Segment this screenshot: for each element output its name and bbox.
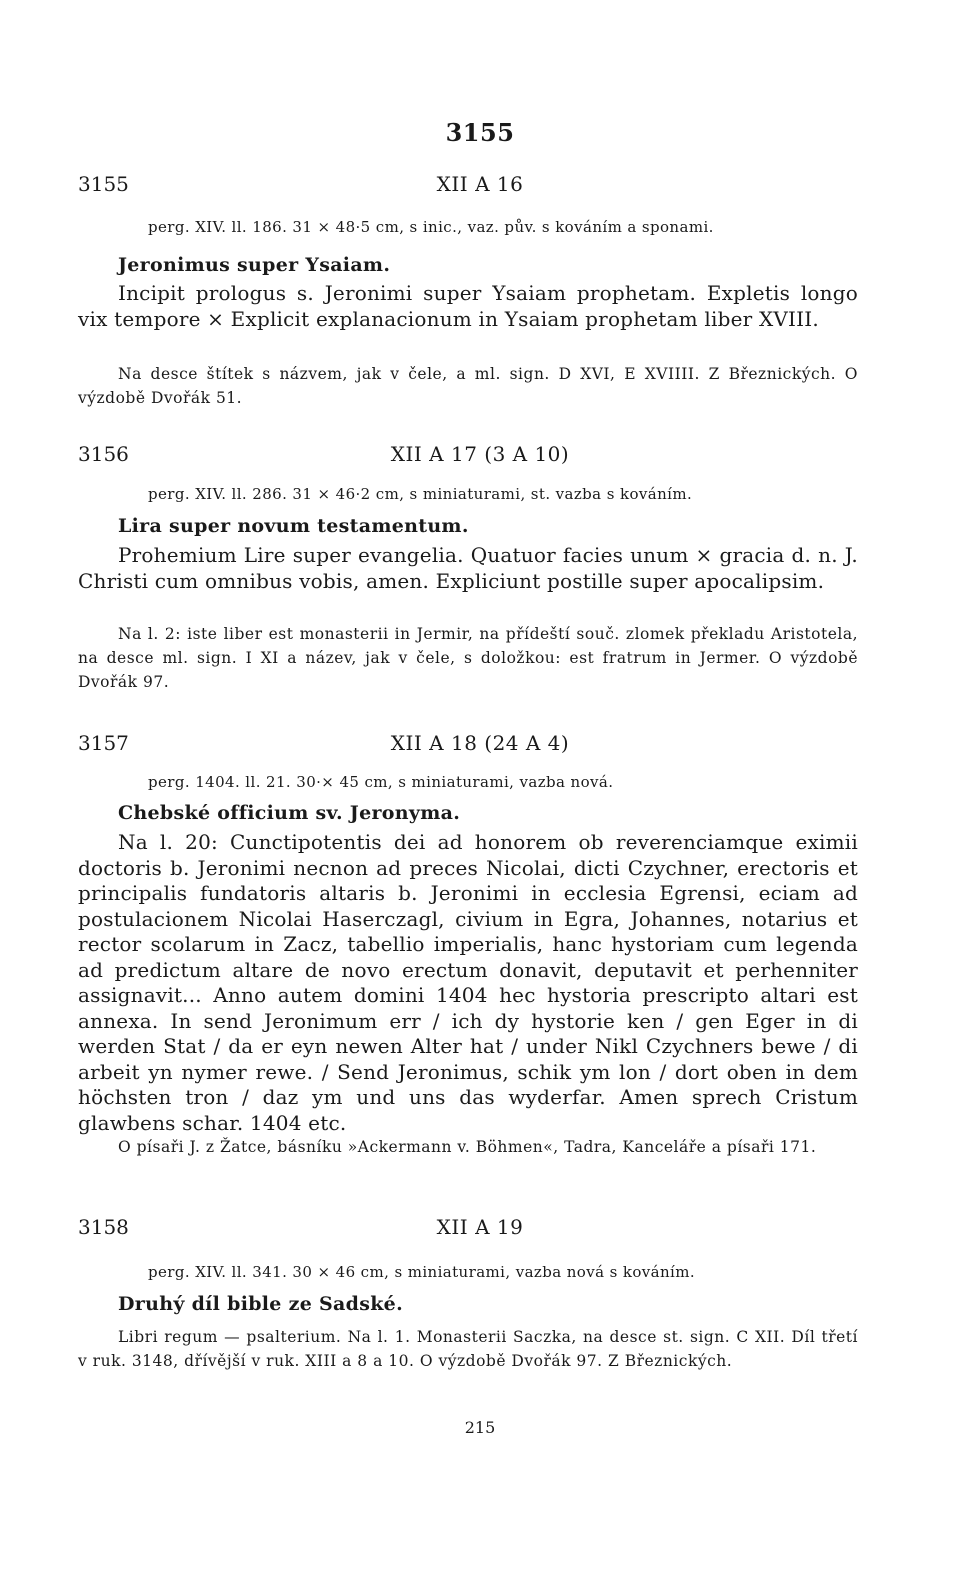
entry-number: 3156 [78, 442, 129, 466]
entry-note: Na desce štítek s názvem, jak v čele, a ml. sign. D XVI, E XVIIII. Z Březnických. O výzdobě Dvořák 51. [78, 365, 858, 407]
entry-shelfmark: XII A 16 [436, 172, 524, 196]
entry-title: Chebské officium sv. Jeronyma. [118, 802, 461, 824]
entry-shelfmark: XII A 17 (3 A 10) [390, 442, 570, 466]
entry-number: 3155 [78, 172, 129, 196]
page-header-number: 3155 [445, 118, 515, 147]
entry-description: perg. XIV. ll. 186. 31 × 48·5 cm, s inic., vaz. pův. s kováním a sponami. [148, 218, 714, 236]
entry-description: perg. 1404. ll. 21. 30·× 45 cm, s miniaturami, vazba nová. [148, 773, 614, 791]
entry-number: 3158 [78, 1215, 129, 1239]
entry-description: perg. XIV. ll. 341. 30 × 46 cm, s miniaturami, vazba nová s kováním. [148, 1263, 696, 1281]
entry-shelfmark: XII A 19 [436, 1215, 524, 1239]
entry-description: perg. XIV. ll. 286. 31 × 46·2 cm, s miniaturami, st. vazba s kováním. [148, 485, 693, 503]
entry-title: Jeronimus super Ysaiam. [118, 254, 391, 276]
page-number: 215 [464, 1418, 496, 1437]
entry-note: O písaři J. z Žatce, básníku »Ackermann v. Böhmen«, Tadra, Kanceláře a písaři 171. [118, 1138, 817, 1156]
entry-text: Na l. 20: Cunctipotentis dei ad honorem ob reverenciamque eximii doctoris b. Jeronimi necnon ad preces Nicolai, dicti Czychner, erectoris et principalis fundatoris altaris b. Jeronimi in ecclesia Egrensi, eciam ad postulacionem Nicolai Haserczagl, civium in Egra, Johannes, notarius et rector scolarum in Zacz, tabellio imperialis, hanc hystoriam cum legenda ad predictum altare de novo erectum donavit, deputavit et perhenniter assignavit... Anno autem domini 1404 hec hystoria prescripto altari est annexa. In send Jeronimum err / ich dy hystorie ken / gen Eger in di werden Stat / da er eyn newen Alter hat / under Nikl Czychners bewe / di arbeit yn nymer rewe. / Send Jeronimus, schik ym lon / dort oben in dem höchsten tron / daz ym und uns das wyderfar. Amen sprech Cristum glawbens schar. 1404 etc. [78, 830, 858, 1135]
entry-note: Na l. 2: iste liber est monasterii in Jermir, na přídeští souč. zlomek překladu Aristotela, na desce ml. sign. I XI a název, jak v čele, s doložkou: est fratrum in Jermer. O výzdobě Dvořák 97. [78, 625, 858, 691]
entry-number: 3157 [78, 731, 129, 755]
entry-text: Prohemium Lire super evangelia. Quatuor facies unum × gracia d. n. J. Christi cum omnibus vobis, amen. Expliciunt postille super apocalipsim. [78, 543, 858, 593]
entry-title: Lira super novum testamentum. [118, 515, 469, 537]
entry-text: Incipit prologus s. Jeronimi super Ysaiam prophetam. Expletis longo vix tempore × Explicit explanacionum in Ysaiam prophetam liber XVIII. [78, 281, 858, 331]
entry-title: Druhý díl bible ze Sadské. [118, 1293, 403, 1315]
entry-note: Libri regum — psalterium. Na l. 1. Monasterii Saczka, na desce st. sign. C XII. Díl třetí v ruk. 3148, dřívější v ruk. XIII a 8 a 10. O výzdobě Dvořák 97. Z Březnických. [78, 1328, 858, 1370]
entry-shelfmark: XII A 18 (24 A 4) [390, 731, 570, 755]
